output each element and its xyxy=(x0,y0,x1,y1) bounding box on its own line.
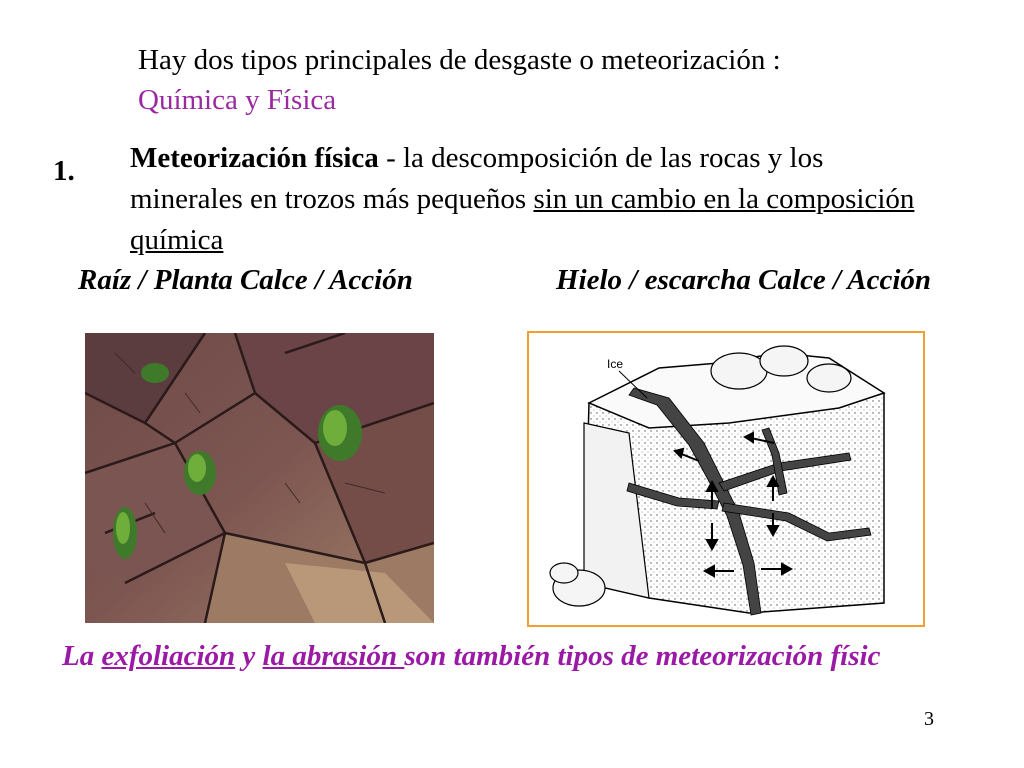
footer-part-2: y xyxy=(235,640,263,672)
frost-wedging-drawing xyxy=(529,333,923,625)
ice-label: Ice xyxy=(607,357,624,371)
definition-emphasis: sin un cambio en la composición química xyxy=(130,183,915,256)
definition-paragraph xyxy=(130,138,930,261)
footer-term-exfoliation: exfoliación xyxy=(101,640,236,672)
frost-wedging-diagram xyxy=(527,331,925,627)
section-number: 1. xyxy=(53,155,75,187)
caption-root-wedging: Raíz / Planta Calce / Acción xyxy=(78,264,413,296)
footer-statement xyxy=(62,640,880,673)
definition-term: Meteorización física xyxy=(130,142,379,174)
intro-line-2: Química y Física xyxy=(138,84,337,116)
footer-term-abrasion: la abrasión xyxy=(262,640,405,672)
footer-part-3: son también tipos de meteorización físic xyxy=(404,640,881,672)
caption-frost-wedging: Hielo / escarcha Calce / Acción xyxy=(556,264,932,296)
definition-lead: - la descomposición de las rocas y los minerales en trozos más pequeños xyxy=(130,142,824,215)
intro-line-1: Hay dos tipos principales de desgaste o meteorización : xyxy=(138,44,781,76)
rock-plants-photo xyxy=(85,333,434,623)
page-number: 3 xyxy=(924,708,934,730)
footer-part-1: La xyxy=(62,640,102,672)
